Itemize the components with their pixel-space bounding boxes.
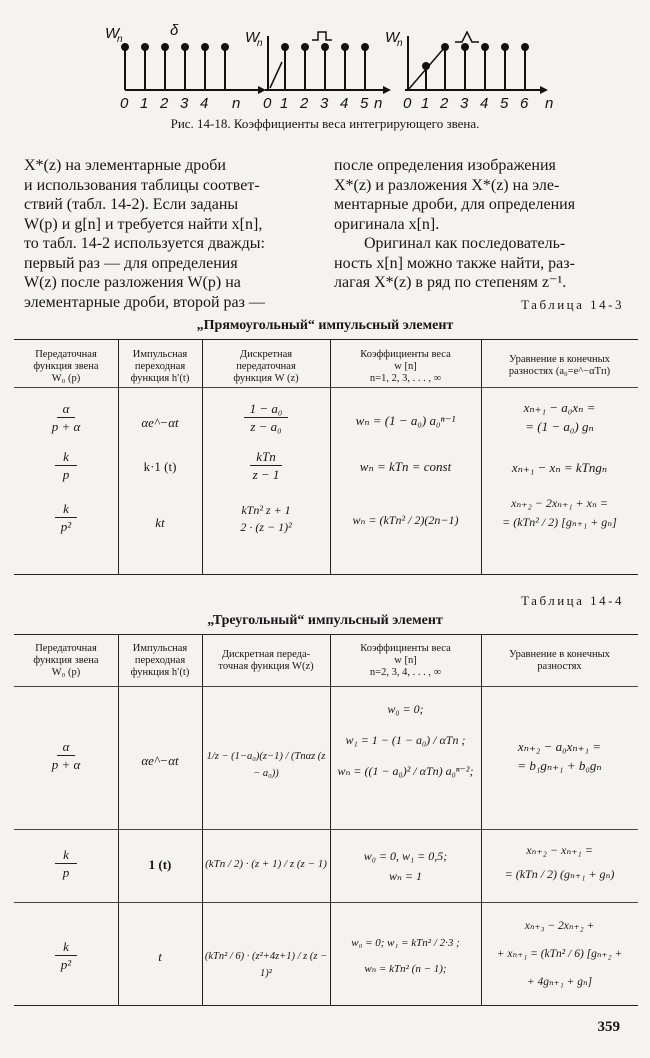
svg-text:5: 5 xyxy=(500,95,509,112)
svg-text:n: n xyxy=(397,38,403,49)
figure-caption: Рис. 14-18. Коэффициенты веса интегрирующего звена. xyxy=(170,116,480,131)
svg-text:n: n xyxy=(374,95,383,112)
table-14-3-top-rule xyxy=(14,339,638,340)
svg-text:3: 3 xyxy=(180,95,189,112)
svg-text:0: 0 xyxy=(263,95,272,112)
svg-text:3: 3 xyxy=(320,95,329,112)
table-14-4-title: „Треугольный“ импульсный элемент xyxy=(207,613,443,628)
plot1-w-label: W xyxy=(105,25,120,42)
svg-text:2: 2 xyxy=(440,95,449,112)
table-14-3-title: „Прямоугольный“ импульсный элемент xyxy=(196,318,454,333)
svg-text:2: 2 xyxy=(160,95,169,112)
table-14-4-top-rule xyxy=(14,634,638,635)
plot3-w-label: W xyxy=(385,29,400,46)
svg-text:n: n xyxy=(117,34,123,45)
page-number: 359 xyxy=(597,1019,620,1035)
svg-text:n: n xyxy=(545,95,554,112)
delta-label: δ xyxy=(170,22,179,39)
svg-text:0: 0 xyxy=(403,95,412,112)
svg-text:4: 4 xyxy=(340,95,349,112)
left-column: X*(z) на элементарные дроби и использования таблицы соответ- ствий (табл. 14-2). Если заданы W(p) и g[n] и требуется найти x[n], то табл. 14-2 используется дважды: первый раз — для определения W(z) после разложения W(p) на элементарные дроби, второй раз — xyxy=(24,157,265,311)
svg-text:1: 1 xyxy=(140,95,149,112)
triangular-pulse-icon xyxy=(455,32,479,42)
weight-coefficients-figure xyxy=(0,0,650,116)
svg-text:6: 6 xyxy=(520,95,529,112)
svg-text:3: 3 xyxy=(460,95,469,112)
svg-text:0: 0 xyxy=(120,95,129,112)
svg-text:2: 2 xyxy=(300,95,309,112)
svg-text:4: 4 xyxy=(200,95,209,112)
svg-text:n: n xyxy=(232,95,241,112)
rectangular-pulse-icon xyxy=(312,32,332,40)
svg-text:4: 4 xyxy=(480,95,489,112)
right-column: после определения изображения X*(z) и разложения X*(z) на эле- ментарные дроби, для определения оригинала x[n]. Оригинал как последователь- ность x[n] можно также найти, раз- лагая X*(z) в ряд по степеням z⁻¹. xyxy=(334,157,576,291)
plot2-w-label: W xyxy=(245,29,260,46)
svg-text:5: 5 xyxy=(360,95,369,112)
svg-text:n: n xyxy=(257,38,263,49)
table-14-4-bottom-rule xyxy=(14,1005,638,1006)
plot1-arrow xyxy=(258,86,266,94)
table-14-4-label: Таблица 14-4 xyxy=(521,593,624,608)
svg-text:1: 1 xyxy=(421,95,430,112)
table-14-3-bottom-rule xyxy=(14,574,638,575)
svg-text:1: 1 xyxy=(280,95,289,112)
table-14-3-label: Таблица 14-3 xyxy=(521,297,624,312)
